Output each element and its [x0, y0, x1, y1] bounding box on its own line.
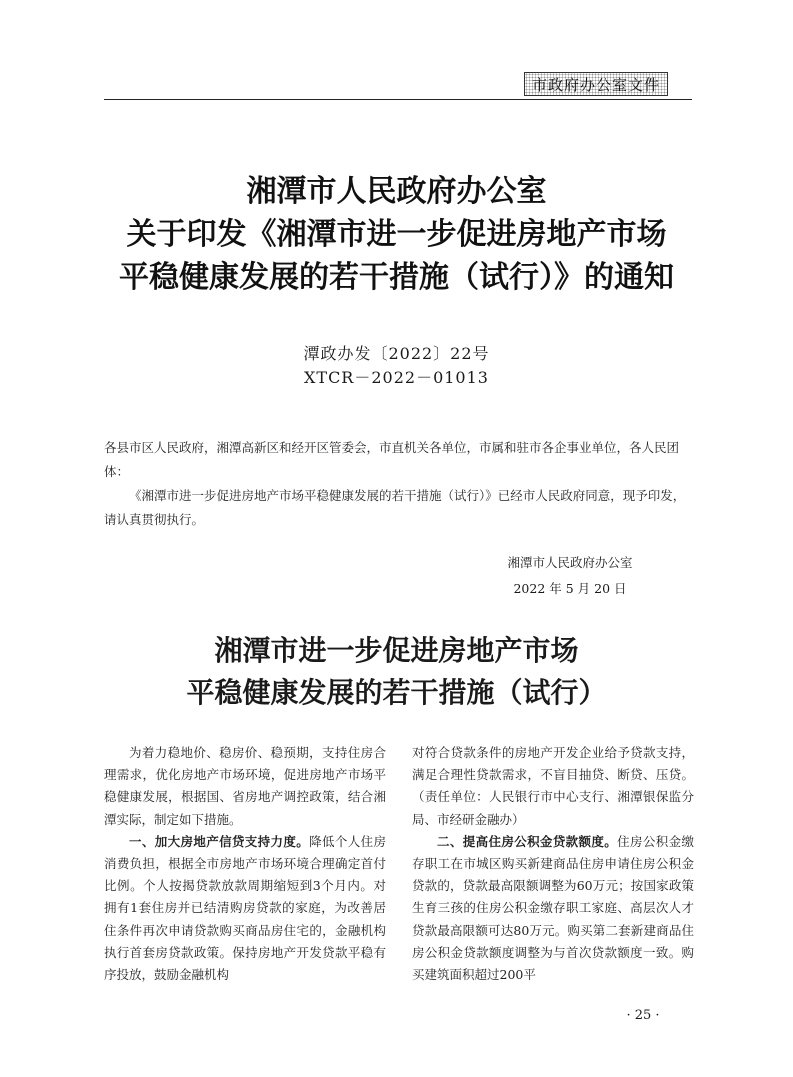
header-section-tag: [524, 72, 668, 96]
intro-paragraph: 为着力稳地价、稳房价、稳预期，支持住房合理需求，优化房地产市场环境，促进房地产市场平稳健康发展，根据国、省房地产调控政策，结合湘潭实际，制定如下措施。: [104, 745, 386, 827]
document-title: [60, 170, 733, 299]
left-column: [104, 742, 386, 986]
signature-date: 2022 年 5 月 20 日: [513, 581, 627, 596]
document-code: XTCR－2022－01013: [304, 368, 489, 387]
title-line-1: 湘潭市人民政府办公室: [246, 174, 547, 209]
item-1-continuation: 对符合贷款条件的房地产开发企业给予贷款支持，满足合理性贷款需求，不盲目抽贷、断贷、压贷。（责任单位：人民银行市中心支行、湘潭银保监分局、市经研金融办）: [412, 745, 694, 827]
item-1-text: 降低个人住房消费负担，根据全市房地产市场环境合理确定首付比例。个人按揭贷款放款周期缩短到3个月内。对拥有1套住房并已结清购房贷款的家庭，为改善居住条件再次申请贷款购买商品房住宅的，金融机构执行首套房贷款政策。保持房地产开发贷款平稳有序投放，鼓励金融机构: [104, 833, 386, 983]
measures-title-line-1: 湘潭市进一步促进房地产市场: [214, 634, 579, 667]
item-2-heading: 二、提高住房公积金贷款额度。: [437, 833, 618, 849]
page-number: · 25 ·: [626, 1008, 660, 1023]
title-line-2: 关于印发《湘潭市进一步促进房地产市场: [126, 217, 667, 252]
measures-title: [60, 630, 733, 714]
item-2-paragraph: [412, 831, 694, 986]
notice-paragraph: 《湘潭市进一步促进房地产市场平稳健康发展的若干措施（试行）》已经市人民政府同意，现予印发，请认真贯彻执行。: [104, 488, 686, 527]
header-tag-text: 市政府办公室文件: [531, 75, 660, 94]
signature-org: 湘潭市人民政府办公室: [507, 555, 633, 570]
item-1-paragraph: [104, 831, 386, 986]
right-column: [412, 742, 694, 986]
title-line-3: 平稳健康发展的若干措施（试行）》的通知: [119, 260, 674, 295]
item-2-text: 住房公积金缴存职工在市城区购买新建商品住房申请住房公积金贷款的，贷款最高限额调整为60万元；按国家政策生育三孩的住房公积金缴存职工家庭、高层次人才贷款最高限额可达80万元。购买第二套新建商品住房公积金贷款额度调整为与首次贷款额度一致。购买建筑面积超过200平: [412, 833, 694, 983]
document-number: 潭政办发〔2022〕22号: [303, 344, 490, 363]
measures-title-line-2: 平稳健康发展的若干措施（试行）: [186, 676, 607, 709]
header-rule: [104, 99, 692, 100]
document-number-block: [0, 342, 793, 390]
item-1-heading: 一、加大房地产信贷支持力度。: [129, 833, 310, 849]
recipients-paragraph: 各县市区人民政府，湘潭高新区和经开区管委会，市直机关各单位，市属和驻市各企事业单位，各人民团体：: [104, 440, 680, 479]
